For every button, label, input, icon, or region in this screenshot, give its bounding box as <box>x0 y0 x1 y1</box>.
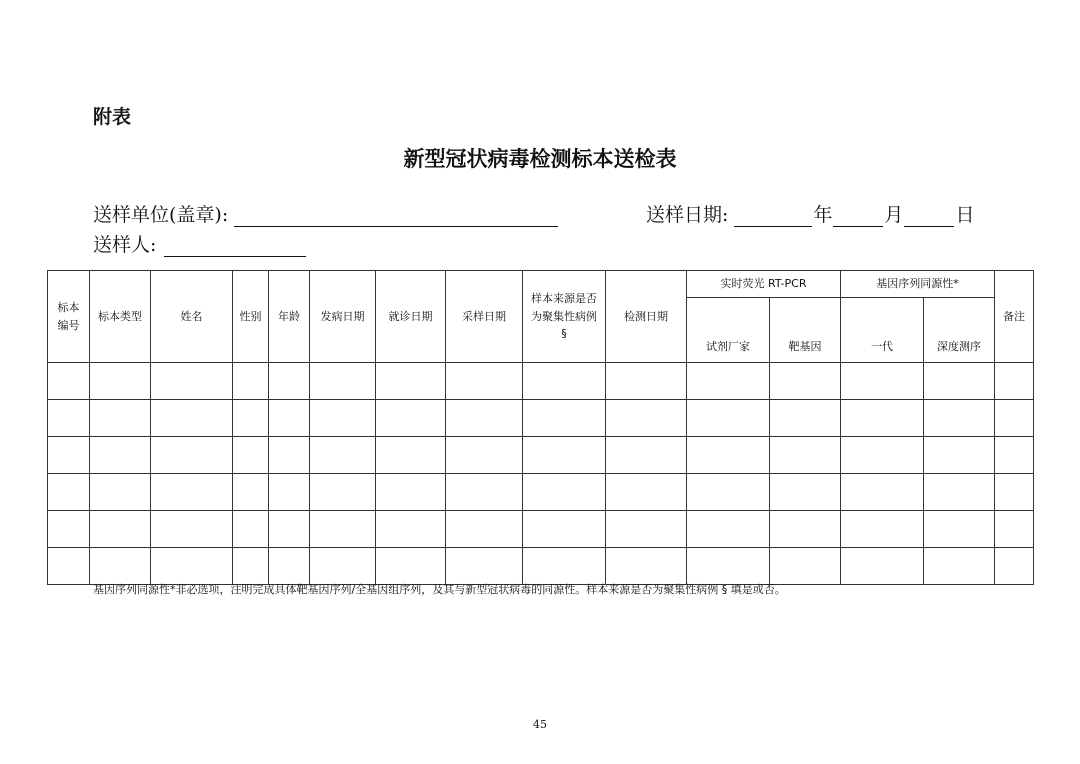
table-cell[interactable] <box>376 437 446 474</box>
header-remarks: 备注 <box>995 271 1034 363</box>
table-cell[interactable] <box>233 548 269 585</box>
table-cell[interactable] <box>924 437 995 474</box>
table-cell[interactable] <box>995 400 1034 437</box>
form-title: 新型冠状病毒检测标本送检表 <box>403 147 677 171</box>
table-cell[interactable] <box>841 548 924 585</box>
table-cell[interactable] <box>523 474 606 511</box>
table-cell[interactable] <box>606 400 687 437</box>
table-cell[interactable] <box>90 400 151 437</box>
table-cell[interactable] <box>841 511 924 548</box>
table-cell[interactable] <box>233 400 269 437</box>
table-cell[interactable] <box>770 548 841 585</box>
table-cell[interactable] <box>446 400 523 437</box>
table-cell[interactable] <box>687 511 770 548</box>
table-cell[interactable] <box>687 400 770 437</box>
table-cell[interactable] <box>606 548 687 585</box>
table-cell[interactable] <box>233 474 269 511</box>
table-cell[interactable] <box>924 363 995 400</box>
table-cell[interactable] <box>233 363 269 400</box>
table-cell[interactable] <box>48 437 90 474</box>
table-cell[interactable] <box>310 511 376 548</box>
header-test-date: 检测日期 <box>606 271 687 363</box>
table-cell[interactable] <box>310 474 376 511</box>
table-cell[interactable] <box>151 437 233 474</box>
submission-table <box>47 270 1034 585</box>
header-cluster-source <box>523 271 606 363</box>
header-sample-no-line2: 编号 <box>57 318 80 332</box>
table-cell[interactable] <box>446 511 523 548</box>
table-cell[interactable] <box>687 363 770 400</box>
table-cell[interactable] <box>151 363 233 400</box>
header-reagent-maker: 试剂厂家 <box>687 298 770 363</box>
table-cell[interactable] <box>995 474 1034 511</box>
table-cell[interactable] <box>233 437 269 474</box>
table-cell[interactable] <box>687 474 770 511</box>
table-cell[interactable] <box>841 363 924 400</box>
header-cluster-line1: 样本来源是否 <box>531 292 597 306</box>
sender-unit-field <box>93 200 559 227</box>
table-cell[interactable] <box>376 363 446 400</box>
table-cell[interactable] <box>841 474 924 511</box>
table-cell[interactable] <box>446 548 523 585</box>
table-cell[interactable] <box>924 548 995 585</box>
table-cell[interactable] <box>310 363 376 400</box>
page-number: 45 <box>533 718 547 731</box>
table-cell[interactable] <box>233 511 269 548</box>
header-sample-no-line1: 标本 <box>57 300 80 314</box>
table-cell[interactable] <box>48 363 90 400</box>
table-cell[interactable] <box>269 363 310 400</box>
table-cell[interactable] <box>770 400 841 437</box>
table-cell[interactable] <box>606 437 687 474</box>
month-label: 月 <box>884 204 904 226</box>
table-row <box>48 548 1034 585</box>
header-first-gen: 一代 <box>841 298 924 363</box>
table-cell[interactable] <box>995 548 1034 585</box>
table-cell[interactable] <box>151 511 233 548</box>
table-cell[interactable] <box>310 548 376 585</box>
table-cell[interactable] <box>523 511 606 548</box>
table-cell[interactable] <box>523 363 606 400</box>
header-target-gene: 靶基因 <box>770 298 841 363</box>
table-cell[interactable] <box>606 474 687 511</box>
sender-person-field <box>93 230 307 257</box>
header-age: 年龄 <box>269 271 310 363</box>
table-cell[interactable] <box>687 548 770 585</box>
header-seq-homology-group: 基因序列同源性* <box>841 271 995 298</box>
table-cell[interactable] <box>995 363 1034 400</box>
table-cell[interactable] <box>924 400 995 437</box>
header-rtpcr-group: 实时荧光 RT-PCR <box>687 271 841 298</box>
sender-unit-label: 送样单位(盖章): <box>93 204 229 226</box>
table-cell[interactable] <box>924 511 995 548</box>
table-cell[interactable] <box>310 437 376 474</box>
table-cell[interactable] <box>269 400 310 437</box>
table-cell[interactable] <box>151 474 233 511</box>
table-cell[interactable] <box>90 548 151 585</box>
table-cell[interactable] <box>924 474 995 511</box>
table-cell[interactable] <box>90 437 151 474</box>
table-cell[interactable] <box>269 548 310 585</box>
table-cell[interactable] <box>269 511 310 548</box>
table-cell[interactable] <box>995 437 1034 474</box>
day-label: 日 <box>955 204 975 226</box>
table-cell[interactable] <box>376 400 446 437</box>
header-sample-no <box>48 271 90 363</box>
header-onset-date: 发病日期 <box>310 271 376 363</box>
send-date-field <box>646 200 974 227</box>
table-cell[interactable] <box>995 511 1034 548</box>
table-cell[interactable] <box>376 548 446 585</box>
table-cell[interactable] <box>687 437 770 474</box>
table-cell[interactable] <box>48 548 90 585</box>
table-cell[interactable] <box>523 437 606 474</box>
header-cluster-line3: § <box>561 327 567 341</box>
table-cell[interactable] <box>48 474 90 511</box>
table-row <box>48 363 1034 400</box>
table-cell[interactable] <box>269 437 310 474</box>
sender-person-label: 送样人: <box>93 234 157 256</box>
month-blank[interactable] <box>833 208 883 227</box>
table-cell[interactable] <box>770 474 841 511</box>
table-cell[interactable] <box>841 400 924 437</box>
header-visit-date: 就诊日期 <box>376 271 446 363</box>
table-cell[interactable] <box>523 400 606 437</box>
table-cell[interactable] <box>376 474 446 511</box>
appendix-label: 附表 <box>93 106 132 128</box>
day-blank[interactable] <box>904 208 954 227</box>
table-cell[interactable] <box>90 474 151 511</box>
header-sex: 性别 <box>233 271 269 363</box>
sender-unit-blank[interactable] <box>234 208 558 227</box>
table-row <box>48 437 1034 474</box>
year-label: 年 <box>813 204 833 226</box>
header-collection-date: 采样日期 <box>446 271 523 363</box>
table-cell[interactable] <box>90 511 151 548</box>
table-cell[interactable] <box>310 400 376 437</box>
table-cell[interactable] <box>151 400 233 437</box>
table-cell[interactable] <box>606 363 687 400</box>
year-blank[interactable] <box>734 208 812 227</box>
header-deep-seq: 深度测序 <box>924 298 995 363</box>
table-cell[interactable] <box>606 511 687 548</box>
table-cell[interactable] <box>48 400 90 437</box>
table-cell[interactable] <box>151 548 233 585</box>
sender-person-blank[interactable] <box>164 238 306 257</box>
send-date-label: 送样日期: <box>646 204 729 226</box>
table-cell[interactable] <box>446 437 523 474</box>
table-cell[interactable] <box>446 474 523 511</box>
header-sample-type: 标本类型 <box>90 271 151 363</box>
table-row <box>48 511 1034 548</box>
table-cell[interactable] <box>446 363 523 400</box>
footnote: 基因序列同源性*非必选项，注明完成具体靶基因序列/全基因组序列，及其与新型冠状病毒的同源性。样本来源是否为聚集性病例 § 填是或否。 <box>93 583 786 596</box>
header-name: 姓名 <box>151 271 233 363</box>
table-cell[interactable] <box>48 511 90 548</box>
table-cell[interactable] <box>376 511 446 548</box>
table-cell[interactable] <box>770 437 841 474</box>
table-cell[interactable] <box>841 437 924 474</box>
table-row <box>48 400 1034 437</box>
table-cell[interactable] <box>770 363 841 400</box>
table-cell[interactable] <box>770 511 841 548</box>
header-cluster-line2: 为聚集性病例 <box>531 309 597 323</box>
table-cell[interactable] <box>523 548 606 585</box>
table-cell[interactable] <box>90 363 151 400</box>
table-row <box>48 474 1034 511</box>
table-cell[interactable] <box>269 474 310 511</box>
